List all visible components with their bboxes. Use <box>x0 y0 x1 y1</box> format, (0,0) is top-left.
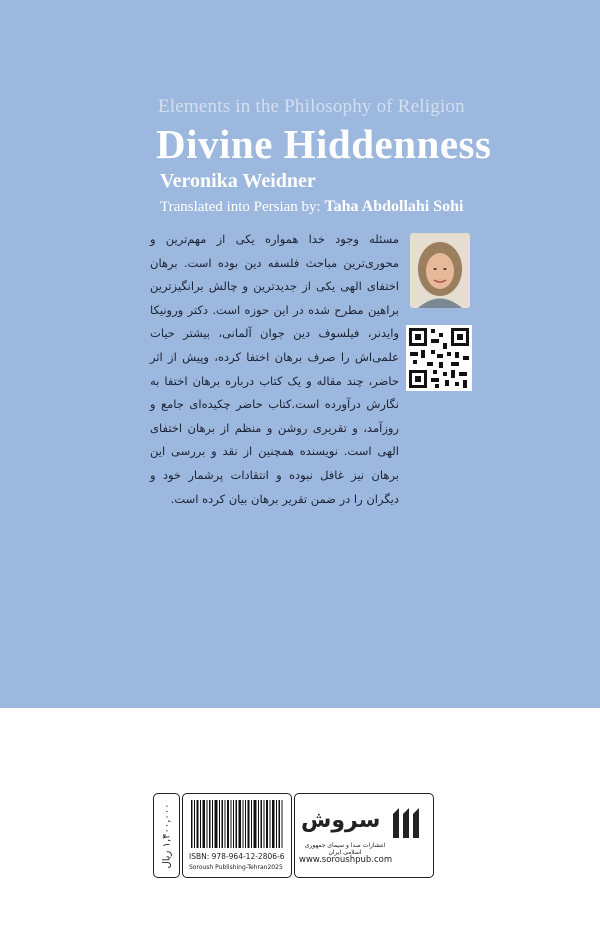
book-description: مسئله وجود خدا همواره یکی از مهم‌ترین و محوری‌ترین مباحث فلسفه دین بوده است. برهان اختفای الهی یکی از جدیدترین و چالش برانگیزترین براهین مطرح شده در این حوزه است. دکتر ورونیکا وایدنر، فیلسوف دین جوان آلمانی، بیشتر حیات علمی‌اش را صرف برهان اختفا کرده، وپیش از اثر حاضر، چند مقاله و یک کتاب درباره برهان اختفا به نگارش درآورده است.کتاب حاضر چکیده‌ای جامع و روزآمد، و تقریری روشن و منظم از برهان اختفای الهی است. نویسنده همچنین از نقد و بررسی این برهان نیز غافل نبوده و انتقادات پرشمار خود و دیگران را در ضمن تقریر برهان بیان کرده است. <box>150 232 399 506</box>
price-box <box>153 793 180 878</box>
qr-code-icon <box>406 325 472 391</box>
translator-prefix: Translated into Persian by: <box>160 199 321 215</box>
publisher-subtitle: انتشارات صدا و سیمای جمهوری اسلامی ایران <box>304 842 386 856</box>
isbn-number: ISBN: 978-964-12-2806-6 <box>189 852 285 861</box>
author-photo <box>410 233 470 308</box>
publisher-line: Soroush Publishing-Tehran2025 <box>189 864 283 871</box>
publisher-url: www.soroushpub.com <box>299 855 393 865</box>
translator-line <box>160 198 463 216</box>
author-name: Veronika Weidner <box>160 170 316 192</box>
book-title: Divine Hiddenness <box>156 121 492 167</box>
book-price: ۱,۴۰۰,۰۰۰ ریال <box>161 802 172 869</box>
publisher-logo-icon <box>391 808 423 838</box>
publisher-logo-text: سروش <box>301 808 381 833</box>
barcode-box <box>182 793 292 878</box>
translator-name: Taha Abdollahi Sohi <box>324 198 464 215</box>
barcode-icon <box>190 800 284 848</box>
series-name: Elements in the Philosophy of Religion <box>158 96 465 117</box>
publisher-logo-box <box>294 793 434 878</box>
